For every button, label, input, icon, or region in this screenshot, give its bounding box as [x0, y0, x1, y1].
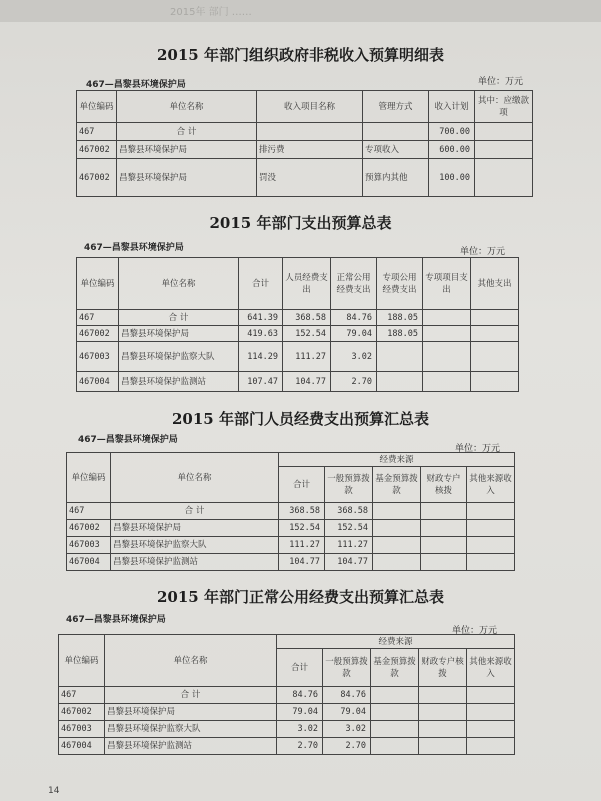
t2-r3-c5 — [377, 372, 423, 392]
table-row — [59, 704, 515, 721]
t1-header-row — [77, 91, 533, 123]
t1-r0-c4: 700.00 — [429, 123, 475, 141]
t4-r1-c3: 79.04 — [323, 704, 371, 721]
t2-r3-c7 — [471, 372, 519, 392]
t1-r2-c4: 100.00 — [429, 159, 475, 197]
table-row — [77, 123, 533, 141]
t4-r3-c5 — [419, 738, 467, 755]
t3-r2-c5 — [421, 537, 467, 554]
t1-r0-c3 — [363, 123, 429, 141]
t2-r2-c0: 467003 — [77, 342, 119, 372]
t2-r0-c4: 84.76 — [331, 310, 377, 326]
t2-r3-c4: 2.70 — [331, 372, 377, 392]
t1-r1-c1: 昌黎县环境保护局 — [117, 141, 257, 159]
t3-group-header-row — [67, 453, 515, 467]
t3-r0-c5 — [421, 503, 467, 520]
t3-h2: 合计 — [279, 467, 325, 503]
table-row — [59, 687, 515, 704]
t4-h6: 其他来源收入 — [467, 649, 515, 687]
t4-r2-c2: 3.02 — [277, 721, 323, 738]
t1-r0-c0: 467 — [77, 123, 117, 141]
t4-h2: 合计 — [277, 649, 323, 687]
t1-r2-c1: 昌黎县环境保护局 — [117, 159, 257, 197]
t1-h1: 单位名称 — [117, 91, 257, 123]
page-number: 14 — [48, 786, 60, 796]
t2-r1-c3: 152.54 — [283, 326, 331, 342]
t3-r3-c3: 104.77 — [325, 554, 373, 571]
t3-r1-c0: 467002 — [67, 520, 111, 537]
t4-r1-c6 — [467, 704, 515, 721]
t4-r0-c1: 合 计 — [105, 687, 277, 704]
t2-r1-c5: 188.05 — [377, 326, 423, 342]
t4-title: 2015 年部门正常公用经费支出预算汇总表 — [157, 588, 444, 606]
t4-r3-c4 — [371, 738, 419, 755]
t3-org: 467—昌黎县环境保护局 — [78, 435, 178, 445]
t4-r1-c2: 79.04 — [277, 704, 323, 721]
t2-r0-c6 — [423, 310, 471, 326]
t4-r2-c6 — [467, 721, 515, 738]
t3-r0-c2: 368.58 — [279, 503, 325, 520]
t4-r1-c1: 昌黎县环境保护局 — [105, 704, 277, 721]
t4-r3-c3: 2.70 — [323, 738, 371, 755]
t4-r3-c0: 467004 — [59, 738, 105, 755]
t3-r2-c0: 467003 — [67, 537, 111, 554]
table-row — [59, 721, 515, 738]
t2-unit: 单位：万元 — [460, 247, 506, 257]
t4-org: 467—昌黎县环境保护局 — [66, 615, 166, 625]
t2-r2-c5 — [377, 342, 423, 372]
t3-r2-c4 — [373, 537, 421, 554]
t2-r2-c3: 111.27 — [283, 342, 331, 372]
t2-r0-c1: 合 计 — [119, 310, 239, 326]
t3-r0-c3: 368.58 — [325, 503, 373, 520]
t2-r1-c2: 419.63 — [239, 326, 283, 342]
t1-h2: 收入项目名称 — [257, 91, 363, 123]
t4-r3-c1: 昌黎县环境保护监测站 — [105, 738, 277, 755]
t2-h4: 正常公用经费支出 — [331, 258, 377, 310]
faded-header-fragment: 2015年 部门 …… — [170, 7, 252, 18]
t2-r3-c6 — [423, 372, 471, 392]
t2-r1-c1: 昌黎县环境保护局 — [119, 326, 239, 342]
t3-h3: 一般预算拨款 — [325, 467, 373, 503]
t4-r2-c4 — [371, 721, 419, 738]
t3-r1-c3: 152.54 — [325, 520, 373, 537]
table-row — [77, 310, 519, 326]
t4-unit: 单位：万元 — [452, 626, 498, 636]
t2-r3-c2: 107.47 — [239, 372, 283, 392]
table-row — [67, 503, 515, 520]
t4-r2-c5 — [419, 721, 467, 738]
t4-r1-c4 — [371, 704, 419, 721]
t1-h3: 管理方式 — [363, 91, 429, 123]
t2-r2-c2: 114.29 — [239, 342, 283, 372]
table-row — [59, 738, 515, 755]
t3-r0-c0: 467 — [67, 503, 111, 520]
t2-r1-c7 — [471, 326, 519, 342]
t1-h5: 其中：应缴款项 — [475, 91, 533, 123]
t1-r1-c0: 467002 — [77, 141, 117, 159]
t3-r3-c5 — [421, 554, 467, 571]
t4-r1-c0: 467002 — [59, 704, 105, 721]
t2-h3: 人员经费支出 — [283, 258, 331, 310]
t1-org: 467—昌黎县环境保护局 — [86, 80, 186, 90]
t3-r2-c1: 昌黎县环境保护监察大队 — [111, 537, 279, 554]
t4-r1-c5 — [419, 704, 467, 721]
t3-r3-c0: 467004 — [67, 554, 111, 571]
t4-r0-c3: 84.76 — [323, 687, 371, 704]
t2-h7: 其他支出 — [471, 258, 519, 310]
t3-r0-c4 — [373, 503, 421, 520]
t3-group-header: 经费来源 — [279, 453, 515, 467]
t2-r1-c0: 467002 — [77, 326, 119, 342]
t3-r2-c2: 111.27 — [279, 537, 325, 554]
t4-group-header: 经费来源 — [277, 635, 515, 649]
t1-r1-c2: 排污费 — [257, 141, 363, 159]
t2-r2-c7 — [471, 342, 519, 372]
t3-h5: 财政专户核拨 — [421, 467, 467, 503]
t3-h0: 单位编码 — [67, 453, 111, 503]
t2-r0-c0: 467 — [77, 310, 119, 326]
t2-r1-c6 — [423, 326, 471, 342]
t3-r3-c1: 昌黎县环境保护监测站 — [111, 554, 279, 571]
t4-h5: 财政专户核拨 — [419, 649, 467, 687]
table-row — [77, 372, 519, 392]
t4-h3: 一般预算拨款 — [323, 649, 371, 687]
t2-r2-c1: 昌黎县环境保护监察大队 — [119, 342, 239, 372]
t4-h1: 单位名称 — [105, 635, 277, 687]
t2-r3-c0: 467004 — [77, 372, 119, 392]
table-row — [77, 342, 519, 372]
t1-r1-c4: 600.00 — [429, 141, 475, 159]
t2-table — [76, 257, 519, 392]
t3-unit: 单位：万元 — [455, 444, 501, 454]
t2-h5: 专项公用经费支出 — [377, 258, 423, 310]
t2-r3-c1: 昌黎县环境保护监测站 — [119, 372, 239, 392]
t3-r2-c3: 111.27 — [325, 537, 373, 554]
t4-h4: 基金预算拨款 — [371, 649, 419, 687]
t1-r0-c2 — [257, 123, 363, 141]
t3-r1-c2: 152.54 — [279, 520, 325, 537]
t1-r2-c2: 罚没 — [257, 159, 363, 197]
t4-group-header-row — [59, 635, 515, 649]
t1-r1-c5 — [475, 141, 533, 159]
t1-r0-c1: 合 计 — [117, 123, 257, 141]
t4-r2-c3: 3.02 — [323, 721, 371, 738]
t3-h1: 单位名称 — [111, 453, 279, 503]
t2-org: 467—昌黎县环境保护局 — [84, 243, 184, 253]
t1-r2-c0: 467002 — [77, 159, 117, 197]
t3-r1-c6 — [467, 520, 515, 537]
t3-h4: 基金预算拨款 — [373, 467, 421, 503]
t2-r0-c3: 368.58 — [283, 310, 331, 326]
t3-h6: 其他来源收入 — [467, 467, 515, 503]
t2-h1: 单位名称 — [119, 258, 239, 310]
t2-h6: 专项项目支出 — [423, 258, 471, 310]
table-row — [67, 554, 515, 571]
t4-r0-c6 — [467, 687, 515, 704]
t1-h0: 单位编码 — [77, 91, 117, 123]
t4-r0-c4 — [371, 687, 419, 704]
t3-r0-c1: 合 计 — [111, 503, 279, 520]
t3-r3-c4 — [373, 554, 421, 571]
t4-r2-c1: 昌黎县环境保护监察大队 — [105, 721, 277, 738]
t1-r1-c3: 专项收入 — [363, 141, 429, 159]
t2-r0-c5: 188.05 — [377, 310, 423, 326]
t1-title: 2015 年部门组织政府非税收入预算明细表 — [157, 46, 444, 64]
t2-r0-c2: 641.39 — [239, 310, 283, 326]
t4-r3-c2: 2.70 — [277, 738, 323, 755]
t1-unit: 单位：万元 — [478, 77, 524, 87]
t3-r3-c2: 104.77 — [279, 554, 325, 571]
t4-r0-c5 — [419, 687, 467, 704]
t3-r1-c5 — [421, 520, 467, 537]
t1-r2-c3: 预算内其他 — [363, 159, 429, 197]
t4-r0-c2: 84.76 — [277, 687, 323, 704]
table-row — [77, 159, 533, 197]
table-row — [77, 141, 533, 159]
t2-r2-c4: 3.02 — [331, 342, 377, 372]
t1-h4: 收入计划 — [429, 91, 475, 123]
t1-r2-c5 — [475, 159, 533, 197]
t3-title: 2015 年部门人员经费支出预算汇总表 — [172, 410, 429, 428]
table-row — [67, 537, 515, 554]
t4-table — [58, 634, 515, 755]
t4-r2-c0: 467003 — [59, 721, 105, 738]
t3-table — [66, 452, 515, 571]
t2-h2: 合计 — [239, 258, 283, 310]
t2-r2-c6 — [423, 342, 471, 372]
t2-r0-c7 — [471, 310, 519, 326]
t4-r0-c0: 467 — [59, 687, 105, 704]
top-shadow-band — [0, 0, 601, 22]
t3-r1-c1: 昌黎县环境保护局 — [111, 520, 279, 537]
t2-r3-c3: 104.77 — [283, 372, 331, 392]
t2-r1-c4: 79.04 — [331, 326, 377, 342]
t2-header-row — [77, 258, 519, 310]
t1-r0-c5 — [475, 123, 533, 141]
t3-r2-c6 — [467, 537, 515, 554]
table-row — [77, 326, 519, 342]
t1-table — [76, 90, 533, 197]
t3-r3-c6 — [467, 554, 515, 571]
t4-h0: 单位编码 — [59, 635, 105, 687]
table-row — [67, 520, 515, 537]
t2-title: 2015 年部门支出预算总表 — [209, 214, 392, 232]
t3-r0-c6 — [467, 503, 515, 520]
t4-r3-c6 — [467, 738, 515, 755]
t2-h0: 单位编码 — [77, 258, 119, 310]
t3-r1-c4 — [373, 520, 421, 537]
